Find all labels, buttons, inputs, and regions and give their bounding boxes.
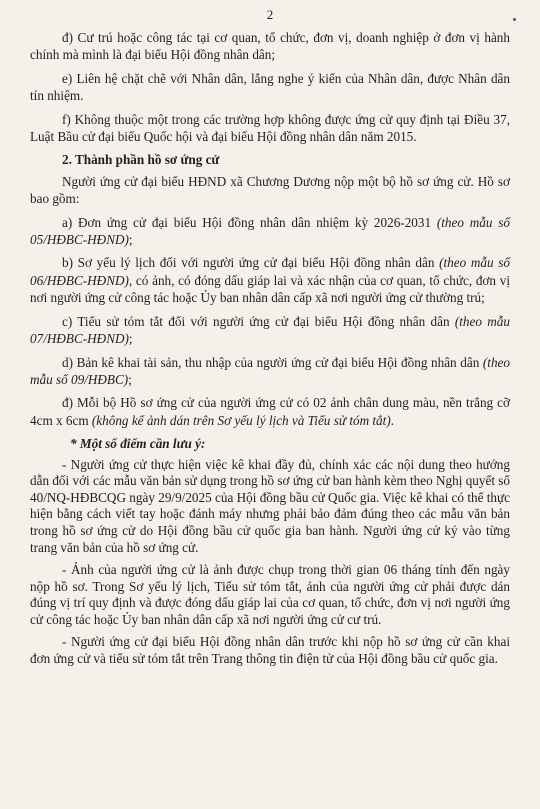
notes-title: * Một số điểm cần lưu ý: <box>70 436 206 452</box>
doc-item-dd: đ) Mỗi bộ Hồ sơ ứng cử của người ứng cử có 02 ảnh chân dung màu, nền trắng cỡ 4cm x 6cm (không kể ảnh dán trên Sơ yếu lý lịch và Tiểu sử tóm tắt). <box>30 395 510 428</box>
section-intro: Người ứng cử đại biểu HĐND xã Chương Dương nộp một bộ hồ sơ ứng cử. Hồ sơ bao gồm: <box>30 173 510 207</box>
note-paragraph: - Người ứng cử thực hiện việc kê khai đầy đủ, chính xác các nội dung theo hướng dẫn đối với các mẫu văn bản sử dụng trong hồ sơ ứng cử ban hành kèm theo Nghị quyết số 40/NQ-HĐBCQG ngày 29/9/2025 của Hội đồng bầu cử Quốc gia. Việc kê khai có thể thực hiện bằng cách viết tay hoặc đánh máy nhưng phải bảo đảm đúng theo các mẫu văn bản trong hồ sơ ứng cử do Hội đồng bầu cử quốc gia ban hành. Người ứng cử ký vào từng trang văn bản của hồ sơ ứng cử. <box>30 456 511 555</box>
item-f: f) Không thuộc một trong các trường hợp không được ứng cử quy định tại Điều 37, Luật Bầu cử đại biểu Quốc hội và đại biểu Hội đồng nhân dân năm 2015. <box>30 111 510 145</box>
item-e: e) Liên hệ chặt chẽ với Nhân dân, lắng nghe ý kiến của Nhân dân, được Nhân dân tín nhiệm. <box>30 70 510 104</box>
doc-item-b: b) Sơ yếu lý lịch đối với người ứng cử đại biểu Hội đồng nhân dân (theo mẫu số 06/HĐBC-HĐND), có ảnh, có đóng dấu giáp lai và xác nhận của cơ quan, tổ chức, đơn vị nơi người ứng cử công tác hoặc Ủy ban nhân dân cấp xã nơi người ứng cử thường trú; <box>30 255 510 306</box>
page-number: 2 <box>266 7 274 22</box>
section-heading: 2. Thành phần hồ sơ ứng cử <box>62 152 220 168</box>
doc-item-d: d) Bản kê khai tài sản, thu nhập của người ứng cử đại biểu Hội đồng nhân dân (theo mẫu số 09/HĐBC); <box>30 354 510 387</box>
speck-mark <box>513 18 516 21</box>
note-paragraph: - Ảnh của người ứng cử là ảnh được chụp trong thời gian 06 tháng tính đến ngày nộp hồ sơ. Trong Sơ yếu lý lịch, Tiểu sử tóm tắt, ảnh của người ứng cử phải được dán đúng vị trí quy định và được đóng dấu giáp lai của cơ quan, tổ chức, đơn vị nơi người ứng cử công tác hoặc Ủy ban nhân dân cấp xã nơi người ứng cử cư trú. <box>30 562 510 627</box>
note-paragraph: - Người ứng cử đại biểu Hội đồng nhân dân trước khi nộp hồ sơ ứng cử cần khai đơn ứng cử và tiểu sử tóm tắt trên Trang thông tin điện tử của Hội đồng bầu cử quốc gia. <box>30 634 510 667</box>
doc-item-c: c) Tiểu sử tóm tắt đối với người ứng cử đại biểu Hội đồng nhân dân (theo mẫu 07/HĐBC-HĐND); <box>30 313 510 347</box>
doc-item-a: a) Đơn ứng cử đại biểu Hội đồng nhân dân nhiệm kỳ 2026-2031 (theo mẫu số 05/HĐBC-HĐND); <box>30 214 510 248</box>
item-d: đ) Cư trú hoặc công tác tại cơ quan, tổ chức, đơn vị, doanh nghiệp ở đơn vị hành chính mà mình là đại biểu Hội đồng nhân dân; <box>30 30 510 63</box>
